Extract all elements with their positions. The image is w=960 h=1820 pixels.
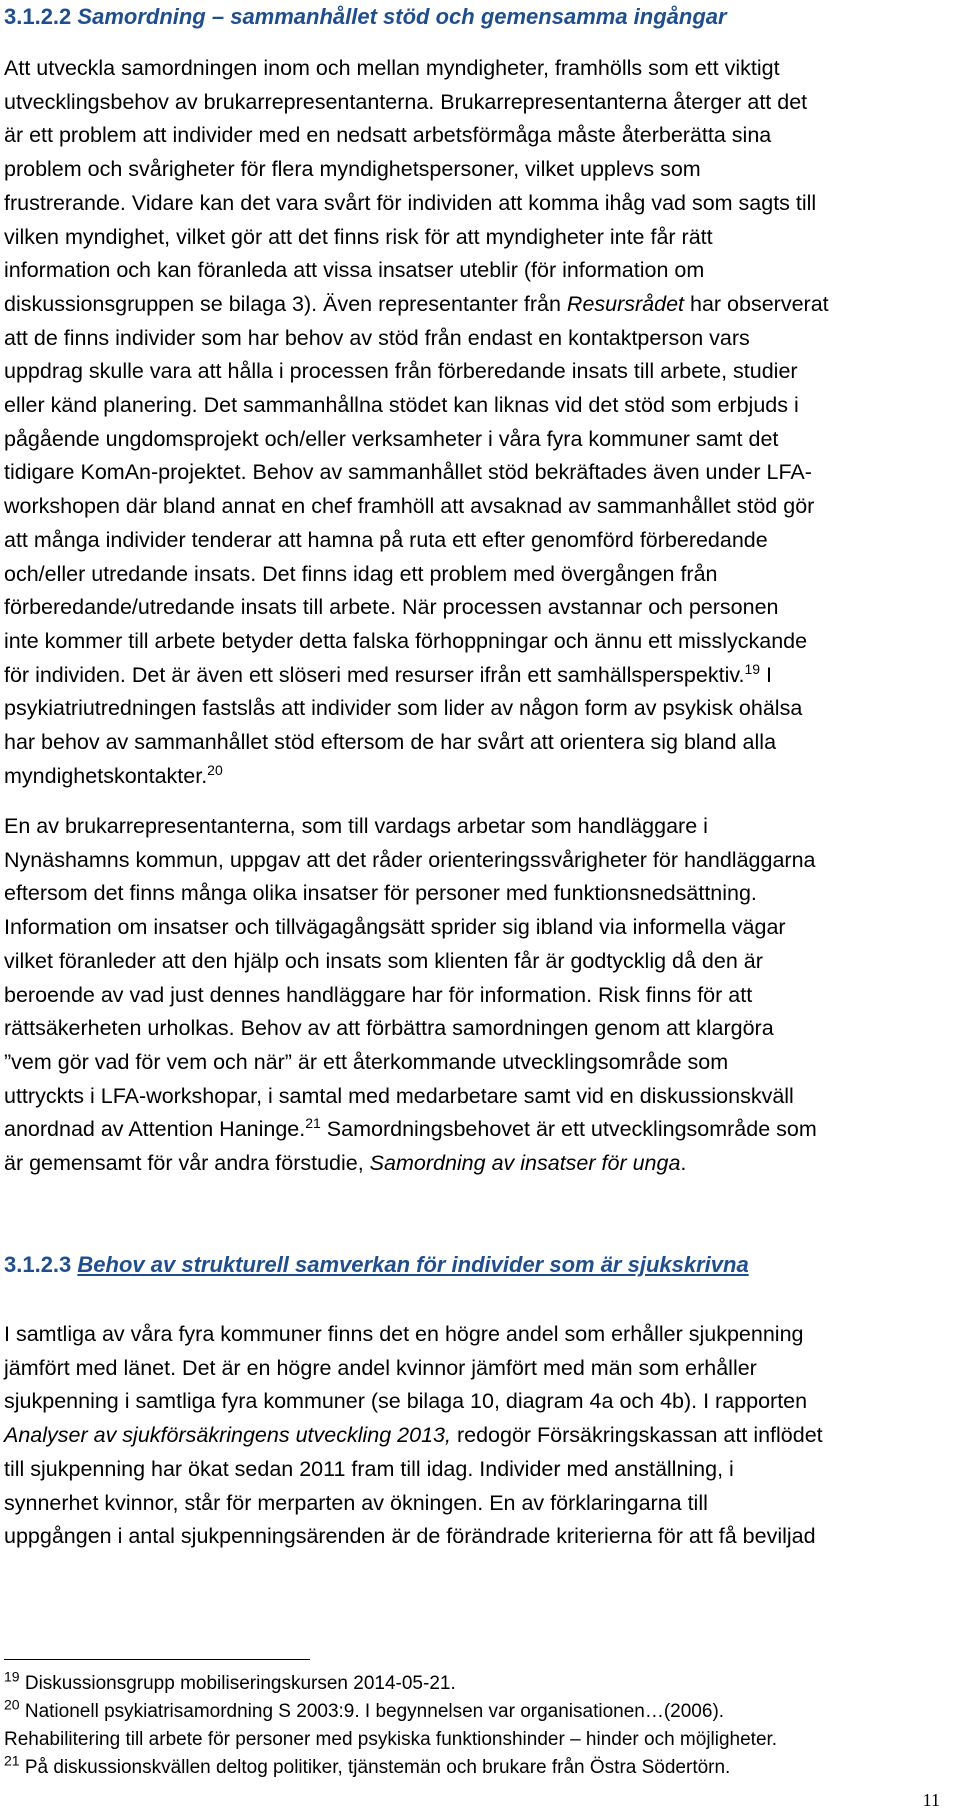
project-title: Samordning av insatser för unga xyxy=(369,1151,681,1176)
text-line: och/eller utredande insats. Det finns idag ett problem med övergången från xyxy=(4,561,718,586)
text-line: En av brukarrepresentanterna, som till vardags arbetar som handläggare i xyxy=(4,814,708,838)
section-number: 3.1.2.3 xyxy=(4,1252,72,1277)
text-segment: för individen. Det är även ett slöseri med resurser ifrån ett samhällsperspektiv. xyxy=(4,662,745,687)
text-line: eftersom det finns många olika insatser för personer med funktionsnedsättning. xyxy=(4,881,757,906)
text-line: uppgången i antal sjukpenningsärenden är de förändrade kriterierna för att få beviljad xyxy=(4,1524,816,1549)
text-line: har behov av sammanhållet stöd eftersom de har svårt att orientera sig bland alla xyxy=(4,730,777,755)
text-line xyxy=(4,1147,954,1181)
text-segment: . xyxy=(680,1151,687,1176)
text-segment: har observerat xyxy=(684,291,829,316)
paragraph xyxy=(4,1318,954,1554)
section-title: Behov av strukturell samverkan för individer som är sjukskrivna xyxy=(77,1252,749,1277)
text-line: eller känd planering. Det sammanhållna stödet kan liknas vid det stöd som erbjuds i xyxy=(4,393,799,418)
text-segment: myndighetskontakter. xyxy=(4,763,208,788)
text-line xyxy=(4,659,954,693)
text-segment: I xyxy=(760,662,773,687)
footnote-text: Nationell psykiatrisamordning S 2003:9. I begynnelsen var organisationen…(2006). xyxy=(19,1701,725,1722)
report-title: Analyser av sjukförsäkringens utveckling 2013, xyxy=(4,1423,451,1448)
text-line: Information om insatser och tillvägagångsätt sprider sig ibland via informella vägar xyxy=(4,915,786,940)
text-line xyxy=(4,288,954,322)
text-line: vilken myndighet, vilket gör att det finns risk för att myndigheter inte får rätt xyxy=(4,224,713,249)
footnote-separator xyxy=(4,1659,310,1660)
text-line: Nynäshamns kommun, uppgav att det råder orienteringssvårigheter för handläggarna xyxy=(4,847,816,872)
text-line: Att utveckla samordningen inom och mellan myndigheter, framhölls som ett viktigt xyxy=(4,56,780,80)
footnote-text: På diskussionskvällen deltog politiker, tjänstemän och brukare från Östra Södertörn. xyxy=(19,1757,731,1778)
text-segment: redogör Försäkringskassan att inflödet xyxy=(456,1423,823,1448)
footnote-number: 21 xyxy=(4,1752,20,1769)
text-line: I samtliga av våra fyra kommuner finns det en högre andel som erhåller sjukpenning xyxy=(4,1322,804,1346)
text-line: jämfört med länet. Det är en högre andel kvinnor jämfört med män som erhåller xyxy=(4,1355,757,1380)
text-line: ”vem gör vad för vem och när” är ett återkommande utvecklingsområde som xyxy=(4,1049,729,1074)
footnote-ref[interactable]: 20 xyxy=(207,761,223,778)
footnote-number: 20 xyxy=(4,1696,20,1713)
footnote-text: Diskussionsgrupp mobiliseringskursen 2014-05-21. xyxy=(19,1673,456,1694)
text-line: pågående ungdomsprojekt och/eller verksamheter i våra fyra kommuner samt det xyxy=(4,426,779,451)
text-line xyxy=(4,1419,954,1453)
footnote xyxy=(4,1754,954,1782)
footnote-number: 19 xyxy=(4,1668,20,1685)
text-line: inte kommer till arbete betyder detta falska förhoppningar och ännu ett misslyckande xyxy=(4,628,808,653)
text-line: information och kan föranleda att vissa insatser uteblir (för information om xyxy=(4,258,705,283)
text-line: att många individer tenderar att hamna på ruta ett efter genomförd förberedande xyxy=(4,527,768,552)
text-line xyxy=(4,760,954,794)
text-line: psykiatriutredningen fastslås att individer som lider av någon form av psykisk ohälsa xyxy=(4,696,803,721)
footnotes xyxy=(4,1670,954,1782)
text-line: beroende av vad just dennes handläggare har för information. Risk finns för att xyxy=(4,982,753,1007)
text-line: problem och svårigheter för flera myndighetspersoner, vilket upplevs som xyxy=(4,157,701,182)
text-segment: diskussionsgruppen se bilaga 3). Även representanter från xyxy=(4,291,567,316)
footnote-ref[interactable]: 21 xyxy=(305,1115,321,1132)
text-segment: är gemensamt för vår andra förstudie, xyxy=(4,1151,370,1176)
text-line: förberedande/utredande insats till arbete. När processen avstannar och personen xyxy=(4,595,779,620)
section-heading xyxy=(4,1252,749,1278)
text-segment: Samordningsbehovet är ett utvecklingsområde som xyxy=(320,1117,817,1142)
text-line: vilket föranleder att den hjälp och insats som klienten får är godtycklig då den är xyxy=(4,948,763,973)
section-title: Samordning – sammanhållet stöd och gemensamma ingångar xyxy=(77,4,727,29)
text-line: utvecklingsbehov av brukarrepresentanterna. Brukarrepresentanterna återger att det xyxy=(4,89,808,114)
footnote xyxy=(4,1698,954,1726)
footnote xyxy=(4,1726,954,1754)
text-line: att de finns individer som har behov av stöd från endast en kontaktperson vars xyxy=(4,325,750,350)
text-line: uttryckts i LFA-workshopar, i samtal med medarbetare samt vid en diskussionskväll xyxy=(4,1083,794,1108)
text-line: uppdrag skulle vara att hålla i processen från förberedande insats till arbete, studier xyxy=(4,359,798,384)
text-line: workshopen där bland annat en chef framhöll att avsaknad av sammanhållet stöd gör xyxy=(4,494,815,519)
text-line: är ett problem att individer med en nedsatt arbetsförmåga måste återberätta sina xyxy=(4,123,772,148)
organization-name: Resursrådet xyxy=(566,291,685,316)
paragraph xyxy=(4,810,954,1181)
section-number: 3.1.2.2 xyxy=(4,4,72,29)
text-line: rättsäkerheten urholkas. Behov av att förbättra samordningen genom att klargöra xyxy=(4,1016,774,1041)
text-line: sjukpenning i samtliga fyra kommuner (se bilaga 10, diagram 4a och 4b). I rapporten xyxy=(4,1389,808,1414)
page-number: 11 xyxy=(922,1790,940,1810)
text-line: till sjukpenning har ökat sedan 2011 fram till idag. Individer med anställning, i xyxy=(4,1456,734,1481)
text-segment: anordnad av Attention Haninge. xyxy=(4,1117,306,1142)
footnote-ref[interactable]: 19 xyxy=(744,660,761,677)
text-line: frustrerande. Vidare kan det vara svårt för individen att komma ihåg vad som sagts till xyxy=(4,190,817,215)
footnote-text: Rehabilitering till arbete för personer med psykiska funktionshinder – hinder och möjligheter. xyxy=(4,1729,778,1750)
text-line xyxy=(4,1113,954,1147)
section-heading xyxy=(4,4,727,30)
text-line: tidigare KomAn-projektet. Behov av sammanhållet stöd bekräftades även under LFA- xyxy=(4,460,812,485)
footnote xyxy=(4,1670,954,1698)
paragraph xyxy=(4,52,954,793)
text-line: synnerhet kvinnor, står för merparten av ökningen. En av förklaringarna till xyxy=(4,1490,708,1515)
